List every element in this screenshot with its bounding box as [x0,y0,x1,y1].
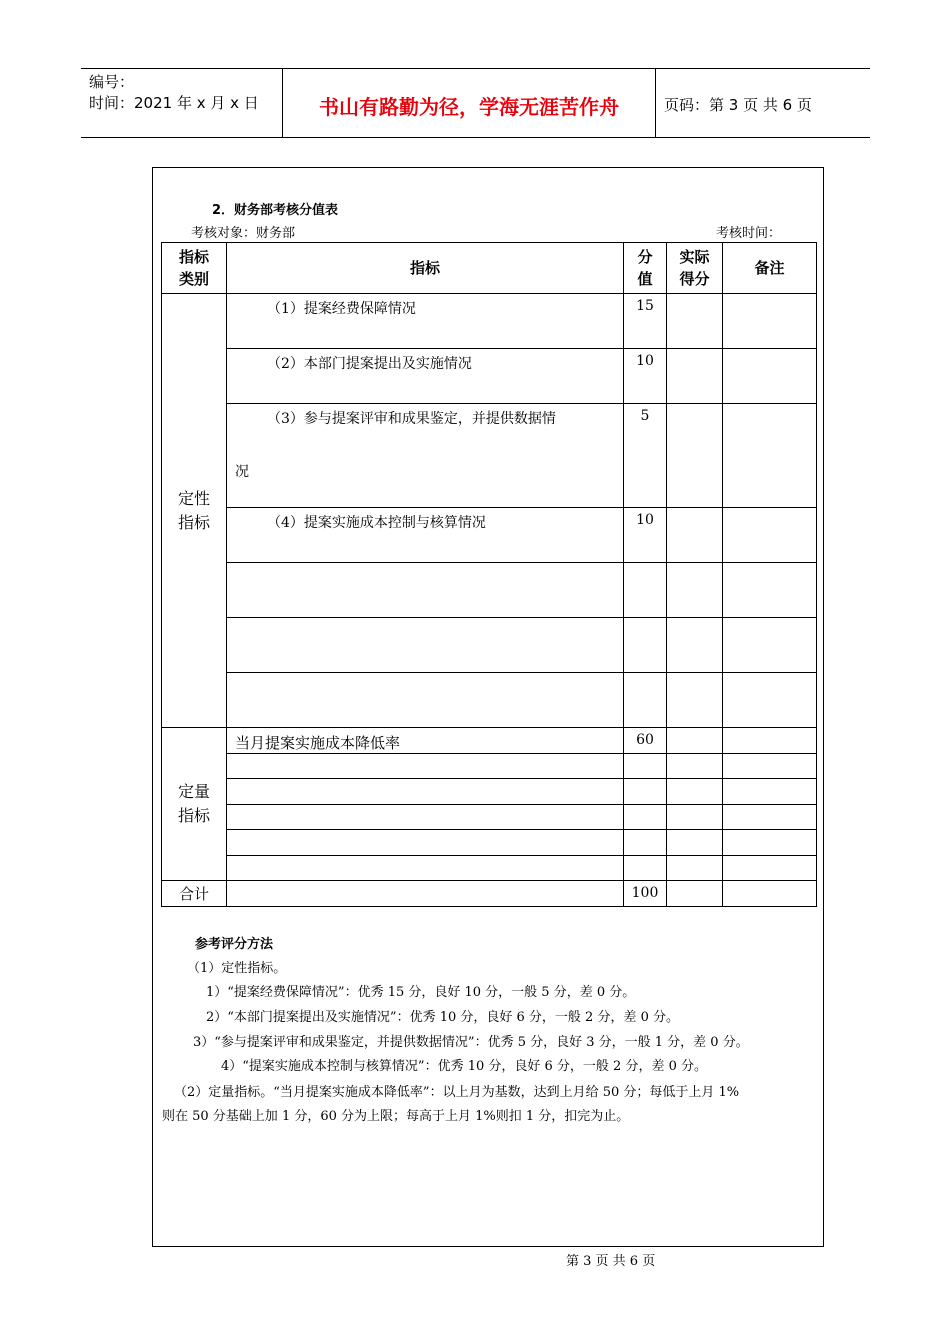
header-actual [667,243,723,294]
remark-cell[interactable] [723,805,817,830]
actual-score-cell[interactable] [667,563,723,618]
header-divider [655,69,656,137]
header-remark: 备注 [723,243,817,294]
table-row [162,805,817,830]
score-table [161,242,817,907]
indicator-cell: （2）本部门提案提出及实施情况 [227,349,624,404]
quantitative-category-text: 定量指标 [177,782,210,825]
actual-score-cell[interactable] [667,618,723,673]
table-row [162,563,817,618]
indicator-cell[interactable] [227,830,624,856]
table-row [162,728,817,754]
header-actual-text: 实际得分 [679,248,710,288]
assessment-time: 考核时间： [716,226,782,241]
table-header-row [162,243,817,294]
header-indicator: 指标 [227,243,624,294]
quantitative-category [162,728,227,881]
actual-score-cell[interactable] [667,856,723,881]
score-cell[interactable] [624,673,667,728]
table-row [162,856,817,881]
indicator-cell [227,404,624,508]
score-cell[interactable] [624,805,667,830]
table-row [162,673,817,728]
actual-score-cell[interactable] [667,349,723,404]
qualitative-category-text: 定性指标 [177,488,210,532]
page-footer: 第 3 页 共 6 页 [566,1254,656,1269]
remark-cell[interactable] [723,349,817,404]
header-score-text: 分值 [637,248,653,288]
remark-cell[interactable] [723,830,817,856]
assessment-target: 考核对象：财务部 [191,226,296,241]
score-cell: 5 [624,404,667,508]
actual-score-cell[interactable] [667,294,723,349]
remark-cell[interactable] [723,563,817,618]
method-line: 4）“提案实施成本控制与核算情况”：优秀 10 分，良好 6 分，一般 2 分，差 0 分。 [221,1059,707,1074]
method-line: 则在 50 分基础上加 1 分，60 分为上限；每高于上月 1%则扣 1 分，扣完为止。 [162,1109,630,1124]
doc-time-label: 时间：2021 年 x 月 x 日 [89,94,259,112]
indicator-cell: （1）提案经费保障情况 [227,294,624,349]
indicator-cell[interactable] [227,856,624,881]
score-cell: 10 [624,508,667,563]
indicator-line: 况 [235,464,249,480]
table-row [162,618,817,673]
score-cell: 10 [624,349,667,404]
actual-score-cell[interactable] [667,779,723,805]
header-motto: 书山有路勤为径，学海无涯苦作舟 [319,95,619,119]
actual-score-cell[interactable] [667,805,723,830]
actual-score-cell[interactable] [667,508,723,563]
actual-score-cell[interactable] [667,754,723,779]
remark-cell[interactable] [723,754,817,779]
remark-cell[interactable] [723,673,817,728]
score-cell: 60 [624,728,667,754]
indicator-cell[interactable] [227,563,624,618]
actual-score-cell[interactable] [667,830,723,856]
header-meta [89,72,259,114]
method-line: （1）定性指标。 [187,961,287,976]
remark-cell[interactable] [723,294,817,349]
indicator-cell: 当月提案实施成本降低率 [227,728,624,754]
indicator-cell[interactable] [227,673,624,728]
score-cell[interactable] [624,618,667,673]
indicator-cell [227,881,624,907]
table-row [162,404,817,508]
remark-cell[interactable] [723,404,817,508]
table-row [162,830,817,856]
score-cell[interactable] [624,856,667,881]
method-line: （2）定量指标。“当月提案实施成本降低率”：以上月为基数，达到上月给 50 分；每低于上月 1% [174,1085,740,1100]
doc-number-label: 编号： [89,73,135,91]
remark-cell[interactable] [723,508,817,563]
remark-cell[interactable] [723,618,817,673]
remark-cell[interactable] [723,856,817,881]
indicator-cell[interactable] [227,779,624,805]
indicator-line: （3）参与提案评审和成果鉴定，并提供数据情 [267,411,556,427]
actual-score-cell[interactable] [667,404,723,508]
remark-cell[interactable] [723,881,817,907]
header-category [162,243,227,294]
table-row [162,349,817,404]
score-cell[interactable] [624,779,667,805]
method-title: 参考评分方法 [195,937,274,952]
qualitative-category [162,294,227,728]
table-row [162,508,817,563]
total-label: 合计 [162,881,227,907]
actual-score-cell[interactable] [667,881,723,907]
actual-score-cell[interactable] [667,673,723,728]
indicator-cell[interactable] [227,754,624,779]
score-cell[interactable] [624,563,667,618]
score-cell[interactable] [624,830,667,856]
table-row [162,754,817,779]
remark-cell[interactable] [723,779,817,805]
indicator-cell[interactable] [227,805,624,830]
table-row [162,779,817,805]
header-category-text: 指标类别 [178,248,209,288]
method-line: 2）“本部门提案提出及实施情况”：优秀 10 分，良好 6 分，一般 2 分，差 0 分。 [206,1010,679,1025]
total-score: 100 [624,881,667,907]
header-score [624,243,667,294]
total-row [162,881,817,907]
remark-cell[interactable] [723,728,817,754]
actual-score-cell[interactable] [667,728,723,754]
table-row [162,294,817,349]
method-line: 3）“参与提案评审和成果鉴定，并提供数据情况”：优秀 5 分，良好 3 分，一般 1 分，差 0 分。 [193,1035,749,1050]
table-title: 2．财务部考核分值表 [212,203,339,218]
indicator-cell: （4）提案实施成本控制与核算情况 [227,508,624,563]
indicator-cell[interactable] [227,618,624,673]
page-header [81,68,870,138]
score-cell[interactable] [624,754,667,779]
score-cell: 15 [624,294,667,349]
header-page-info: 页码：第 3 页 共 6 页 [664,96,812,114]
method-line: 1）“提案经费保障情况”：优秀 15 分，良好 10 分，一般 5 分，差 0 分。 [206,985,636,1000]
